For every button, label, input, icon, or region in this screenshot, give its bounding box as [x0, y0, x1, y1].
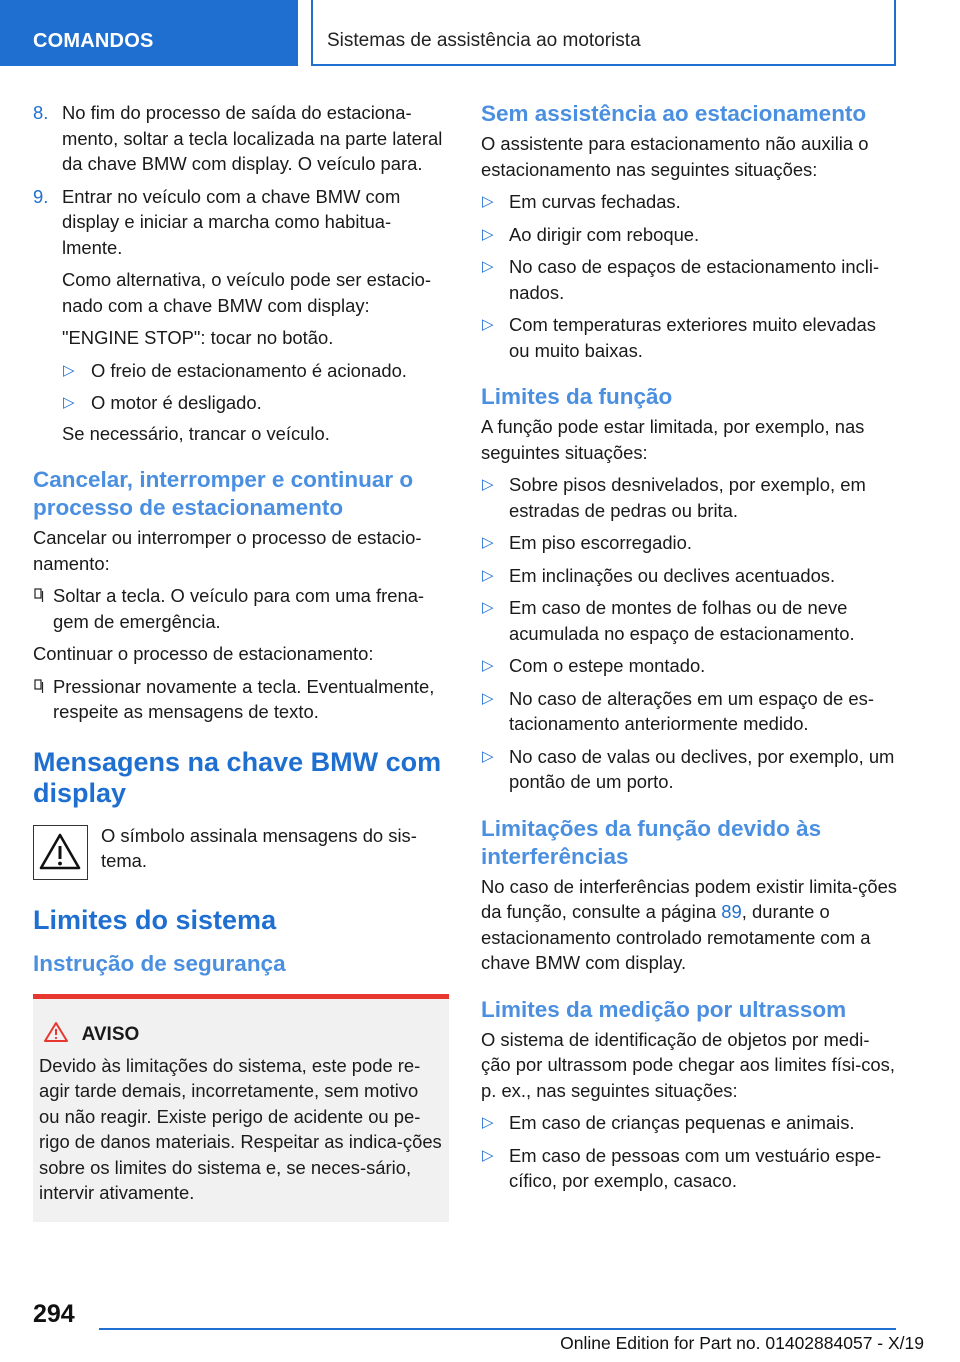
section-title: COMANDOS: [33, 30, 154, 52]
list-item: ▷ O freio de estacionamento é acionado.: [62, 358, 449, 384]
triangle-bullet-icon: ▷: [482, 534, 494, 551]
list-item: ▷ O motor é desligado.: [62, 390, 449, 416]
step-9: [33, 184, 449, 416]
step-8: [33, 100, 449, 177]
list-item: ▷ Em curvas fechadas.: [481, 189, 897, 215]
triangle-bullet-icon: ▷: [482, 193, 494, 210]
warning-notice: [33, 994, 449, 1222]
interference-text: No caso de interferências podem existir limita-ções da função, consulte a página 89, durante o estacionamento controlado remotamente com a chave BMW com display.: [481, 875, 898, 973]
right-column: [481, 100, 897, 1201]
continue-intro: Continuar o processo de estacionamento:: [33, 643, 374, 664]
triangle-bullet-icon: ▷: [63, 361, 75, 379]
warning-icon: [43, 1021, 69, 1043]
step-text: No fim do processo de saída do estaciona-mento, soltar a tecla localizada na parte lateral da chave BMW com display. O veículo para.: [62, 102, 443, 174]
list-item: ▷ No caso de alterações em um espaço de es-tacionamento anteriormente medido.: [482, 687, 874, 734]
chapter-tab: [311, 0, 896, 66]
triangle-bullet-icon: ▷: [482, 316, 494, 333]
no-assist-heading: Sem assistência ao estacionamento: [481, 101, 867, 126]
list-item: ▷ Com o estepe montado.: [481, 653, 897, 679]
step-number: 8.: [33, 102, 49, 123]
edition-text: Online Edition for Part no. 01402884057 - X/19: [560, 1333, 924, 1353]
list-item: ▷ Em caso de crianças pequenas e animais.: [481, 1110, 897, 1136]
key-press-instruction: Pressionar novamente a tecla. Eventualmente, respeite as mensagens de texto.: [33, 674, 449, 725]
list-item: ▷ Com temperaturas exteriores muito elevadas ou muito baixas.: [482, 314, 876, 361]
list-item: ▷ Sobre pisos desnivelados, por exemplo, em estradas de pedras ou brita.: [482, 474, 866, 521]
list-item: ▷ Em caso de pessoas com um vestuário espe-cífico, por exemplo, casaco.: [482, 1144, 882, 1191]
notice-text: Devido às limitações do sistema, este pode re-agir tarde demais, incorretamente, sem motivo ou não reagir. Existe perigo de acidente ou pe-rigo de danos materiais. Respeitar as indica-ções sobre os limites do sistema e, se neces-sário, intervir ativamente.: [39, 1054, 442, 1203]
function-limits-heading: Limites da função: [481, 384, 673, 409]
page-header: [0, 0, 960, 66]
notice-title: AVISO: [39, 1021, 443, 1047]
engine-stop-instruction: "ENGINE STOP": tocar no botão.: [62, 327, 334, 348]
lock-vehicle-note: Se necessário, trancar o veículo.: [62, 422, 330, 444]
ultrasound-intro: O sistema de identificação de objetos por medi-ção por ultrassom pode chegar aos limites físi-cos, p. ex., nas seguintes situações:: [481, 1028, 895, 1101]
list-item: ▷ Ao dirigir com reboque.: [481, 222, 897, 248]
cancel-heading: Cancelar, interromper e continuar o processo de estacionamento: [33, 467, 414, 520]
system-limits-heading: Limites do sistema: [33, 904, 277, 935]
step-text: Entrar no veículo com a chave BMW com display e iniciar a marcha como habitua-lmente.: [62, 185, 401, 258]
triangle-bullet-icon: ▷: [482, 657, 494, 674]
triangle-bullet-icon: ▷: [482, 258, 494, 275]
list-item: ▷ Em inclinações ou declives acentuados.: [481, 563, 897, 589]
triangle-bullet-icon: ▷: [482, 1114, 494, 1131]
page-link[interactable]: 89: [721, 901, 742, 922]
step-number: 9.: [33, 185, 49, 207]
triangle-bullet-icon: ▷: [482, 225, 494, 243]
section-tab: [0, 0, 298, 66]
key-release-instruction: Soltar a tecla. O veículo para com uma frena-gem de emergência.: [33, 583, 449, 634]
triangle-bullet-icon: ▷: [482, 599, 494, 616]
interference-heading: Limitações da função devido às interferências: [481, 815, 822, 869]
footer-divider: [99, 1328, 896, 1330]
warning-symbol-box: [33, 825, 88, 880]
list-item: ▷ Em piso escorregadio.: [481, 530, 897, 556]
triangle-bullet-icon: ▷: [482, 566, 494, 584]
ultrasound-heading: Limites da medição por ultrassom: [481, 996, 847, 1022]
step-alternative: Como alternativa, o veículo pode ser estacio-nado com a chave BMW com display:: [62, 269, 432, 316]
triangle-bullet-icon: ▷: [482, 747, 494, 765]
no-assist-intro: O assistente para estacionamento não auxilia o estacionamento nas seguintes situações:: [481, 133, 869, 180]
chapter-title: Sistemas de assistência ao motorista: [327, 30, 641, 51]
left-column: [33, 100, 449, 1222]
warning-symbol-row: [33, 823, 449, 879]
safety-heading: Instrução de segurança: [33, 950, 286, 976]
messages-text: O símbolo assinala mensagens do sis-tema.: [101, 824, 417, 871]
warning-triangle-icon: [34, 826, 86, 878]
messages-heading: Mensagens na chave BMW com display: [33, 746, 442, 808]
cancel-intro: Cancelar ou interromper o processo de estacio-namento:: [33, 527, 422, 574]
triangle-bullet-icon: ▷: [482, 1146, 494, 1164]
triangle-bullet-icon: ▷: [482, 476, 494, 493]
list-item: ▷ No caso de espaços de estacionamento incli-nados.: [482, 256, 880, 303]
function-limits-intro: A função pode estar limitada, por exemplo, nas seguintes situações:: [481, 416, 865, 463]
page-number: 294: [33, 1300, 75, 1328]
triangle-bullet-icon: ▷: [482, 689, 494, 707]
triangle-bullet-icon: ▷: [63, 394, 75, 411]
key-button-icon: [34, 679, 44, 694]
list-item: ▷ Em caso de montes de folhas ou de neve acumulada no espaço de estacionamento.: [482, 597, 855, 644]
list-item: ▷ No caso de valas ou declives, por exemplo, um pontão de um porto.: [482, 745, 895, 792]
key-button-icon: [34, 588, 44, 603]
